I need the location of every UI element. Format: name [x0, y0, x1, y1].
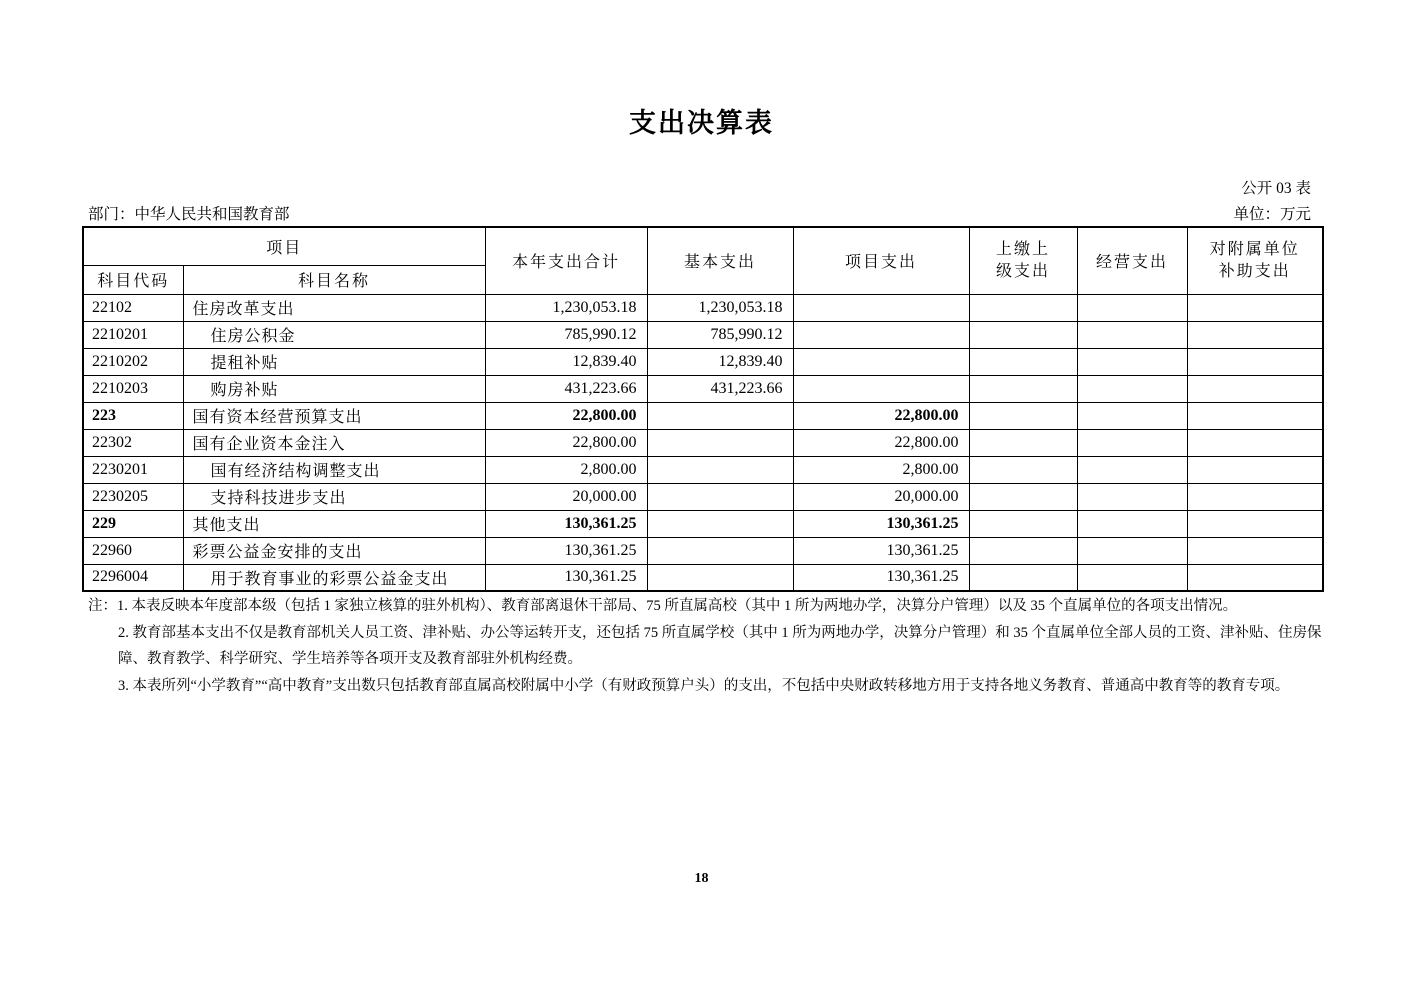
cell-project-expenditure: 22,800.00	[793, 402, 969, 429]
note-item-1: 注：1. 本表反映本年度部本级（包括 1 家独立核算的驻外机构）、教育部离退休干部局、75 所直属高校（其中 1 所为两地办学，决算分户管理）以及 35 个直属单位的各项支出情况。	[88, 598, 1238, 614]
col-header-project-expenditure: 项目支出	[793, 227, 969, 294]
department-label: 部门：中华人民共和国教育部	[88, 206, 290, 223]
cell-project-expenditure	[793, 321, 969, 348]
cell-upper-level-expenditure	[969, 294, 1077, 321]
cell-subject-name: 住房公积金	[183, 321, 485, 348]
col-header-operating-expenditure: 经营支出	[1077, 227, 1187, 294]
doc-code: 公开 03 表	[1241, 180, 1311, 197]
cell-total-expenditure: 2,800.00	[485, 456, 647, 483]
cell-operating-expenditure	[1077, 456, 1187, 483]
col-header-project-group: 项目	[83, 227, 485, 265]
cell-upper-level-expenditure	[969, 456, 1077, 483]
cell-total-expenditure: 22,800.00	[485, 429, 647, 456]
table-body	[83, 294, 1323, 591]
table-row	[83, 321, 1323, 348]
cell-subject-code: 2296004	[83, 564, 183, 591]
cell-operating-expenditure	[1077, 402, 1187, 429]
cell-subject-code: 22302	[83, 429, 183, 456]
cell-total-expenditure: 130,361.25	[485, 537, 647, 564]
col-header-subject-name: 科目名称	[183, 265, 485, 294]
page-number: 18	[694, 871, 709, 886]
cell-total-expenditure: 1,230,053.18	[485, 294, 647, 321]
cell-subject-name: 国有经济结构调整支出	[183, 456, 485, 483]
cell-basic-expenditure	[647, 483, 793, 510]
cell-upper-level-expenditure	[969, 402, 1077, 429]
cell-basic-expenditure	[647, 402, 793, 429]
cell-upper-level-expenditure	[969, 348, 1077, 375]
cell-upper-level-expenditure	[969, 510, 1077, 537]
cell-subject-name: 其他支出	[183, 510, 485, 537]
cell-basic-expenditure: 431,223.66	[647, 375, 793, 402]
cell-upper-level-expenditure	[969, 537, 1077, 564]
cell-operating-expenditure	[1077, 483, 1187, 510]
cell-upper-level-expenditure	[969, 375, 1077, 402]
cell-total-expenditure: 431,223.66	[485, 375, 647, 402]
col-header-upper-level-line2: 级支出	[996, 262, 1051, 280]
note-item-2: 2. 教育部基本支出不仅是教育部机关人员工资、津补贴、办公等运转开支，还包括 75 所直属学校（其中 1 所为两地办学，决算分户管理）和 35 个直属单位全部人员的工资、津补贴、住房保障、教育教学、科学研究、学生培养等各项开支及教育部驻外机构经费。	[118, 624, 1322, 667]
cell-affiliate-subsidy	[1187, 375, 1323, 402]
table-row	[83, 456, 1323, 483]
cell-subject-code: 229	[83, 510, 183, 537]
cell-operating-expenditure	[1077, 348, 1187, 375]
cell-subject-name: 彩票公益金安排的支出	[183, 537, 485, 564]
cell-operating-expenditure	[1077, 321, 1187, 348]
table-row	[83, 510, 1323, 537]
cell-project-expenditure: 2,800.00	[793, 456, 969, 483]
cell-subject-name: 住房改革支出	[183, 294, 485, 321]
table-row	[83, 402, 1323, 429]
cell-affiliate-subsidy	[1187, 456, 1323, 483]
cell-upper-level-expenditure	[969, 321, 1077, 348]
cell-operating-expenditure	[1077, 510, 1187, 537]
table-row	[83, 294, 1323, 321]
cell-affiliate-subsidy	[1187, 429, 1323, 456]
cell-total-expenditure: 12,839.40	[485, 348, 647, 375]
cell-operating-expenditure	[1077, 429, 1187, 456]
cell-operating-expenditure	[1077, 294, 1187, 321]
note-prefix: 注：	[88, 598, 117, 614]
cell-subject-code: 2230201	[83, 456, 183, 483]
cell-operating-expenditure	[1077, 564, 1187, 591]
cell-operating-expenditure	[1077, 537, 1187, 564]
cell-upper-level-expenditure	[969, 429, 1077, 456]
cell-affiliate-subsidy	[1187, 321, 1323, 348]
cell-affiliate-subsidy	[1187, 294, 1323, 321]
col-header-upper-level-line1: 上缴上	[996, 240, 1051, 258]
cell-total-expenditure: 22,800.00	[485, 402, 647, 429]
cell-affiliate-subsidy	[1187, 348, 1323, 375]
col-header-affiliate-subsidy	[1187, 227, 1323, 294]
cell-subject-code: 2210202	[83, 348, 183, 375]
cell-project-expenditure	[793, 348, 969, 375]
cell-project-expenditure	[793, 375, 969, 402]
cell-subject-name: 支持科技进步支出	[183, 483, 485, 510]
cell-total-expenditure: 785,990.12	[485, 321, 647, 348]
cell-project-expenditure: 22,800.00	[793, 429, 969, 456]
cell-upper-level-expenditure	[969, 564, 1077, 591]
cell-affiliate-subsidy	[1187, 537, 1323, 564]
cell-project-expenditure	[793, 294, 969, 321]
cell-project-expenditure: 20,000.00	[793, 483, 969, 510]
cell-subject-name: 购房补贴	[183, 375, 485, 402]
table-row	[83, 375, 1323, 402]
cell-affiliate-subsidy	[1187, 402, 1323, 429]
note-item-3: 3. 本表所列“小学教育”“高中教育”支出数只包括教育部直属高校附属中小学（有财政预算户头）的支出，不包括中央财政转移地方用于支持各地义务教育、普通高中教育等的教育专项。	[118, 677, 1290, 694]
cell-total-expenditure: 130,361.25	[485, 564, 647, 591]
col-header-upper-level-expenditure	[969, 227, 1077, 294]
table-row	[83, 537, 1323, 564]
expenditure-table	[82, 226, 1324, 592]
cell-upper-level-expenditure	[969, 483, 1077, 510]
cell-basic-expenditure	[647, 429, 793, 456]
col-header-affiliate-subsidy-line2: 补助支出	[1218, 262, 1291, 280]
table-row	[83, 564, 1323, 591]
cell-basic-expenditure	[647, 456, 793, 483]
cell-subject-name: 国有企业资本金注入	[183, 429, 485, 456]
page-title: 支出决算表	[629, 108, 774, 138]
cell-subject-code: 22960	[83, 537, 183, 564]
cell-basic-expenditure	[647, 537, 793, 564]
col-header-subject-code: 科目代码	[83, 265, 183, 294]
cell-subject-code: 2210201	[83, 321, 183, 348]
cell-project-expenditure: 130,361.25	[793, 537, 969, 564]
cell-basic-expenditure: 785,990.12	[647, 321, 793, 348]
table-row	[83, 483, 1323, 510]
cell-project-expenditure: 130,361.25	[793, 510, 969, 537]
cell-operating-expenditure	[1077, 375, 1187, 402]
cell-total-expenditure: 20,000.00	[485, 483, 647, 510]
col-header-basic-expenditure: 基本支出	[647, 227, 793, 294]
cell-subject-code: 2230205	[83, 483, 183, 510]
col-header-total-expenditure: 本年支出合计	[485, 227, 647, 294]
cell-subject-name: 提租补贴	[183, 348, 485, 375]
cell-affiliate-subsidy	[1187, 483, 1323, 510]
cell-subject-name: 用于教育事业的彩票公益金支出	[183, 564, 485, 591]
cell-total-expenditure: 130,361.25	[485, 510, 647, 537]
table-row	[83, 348, 1323, 375]
cell-basic-expenditure	[647, 564, 793, 591]
cell-affiliate-subsidy	[1187, 564, 1323, 591]
cell-basic-expenditure: 12,839.40	[647, 348, 793, 375]
cell-affiliate-subsidy	[1187, 510, 1323, 537]
meta-row	[88, 202, 1311, 224]
cell-project-expenditure: 130,361.25	[793, 564, 969, 591]
notes	[88, 593, 1336, 699]
cell-basic-expenditure: 1,230,053.18	[647, 294, 793, 321]
cell-subject-code: 2210203	[83, 375, 183, 402]
cell-basic-expenditure	[647, 510, 793, 537]
unit-label: 单位：万元	[1233, 206, 1311, 223]
col-header-affiliate-subsidy-line1: 对附属单位	[1209, 240, 1300, 258]
cell-subject-code: 223	[83, 402, 183, 429]
cell-subject-code: 22102	[83, 294, 183, 321]
table-row	[83, 429, 1323, 456]
cell-subject-name: 国有资本经营预算支出	[183, 402, 485, 429]
